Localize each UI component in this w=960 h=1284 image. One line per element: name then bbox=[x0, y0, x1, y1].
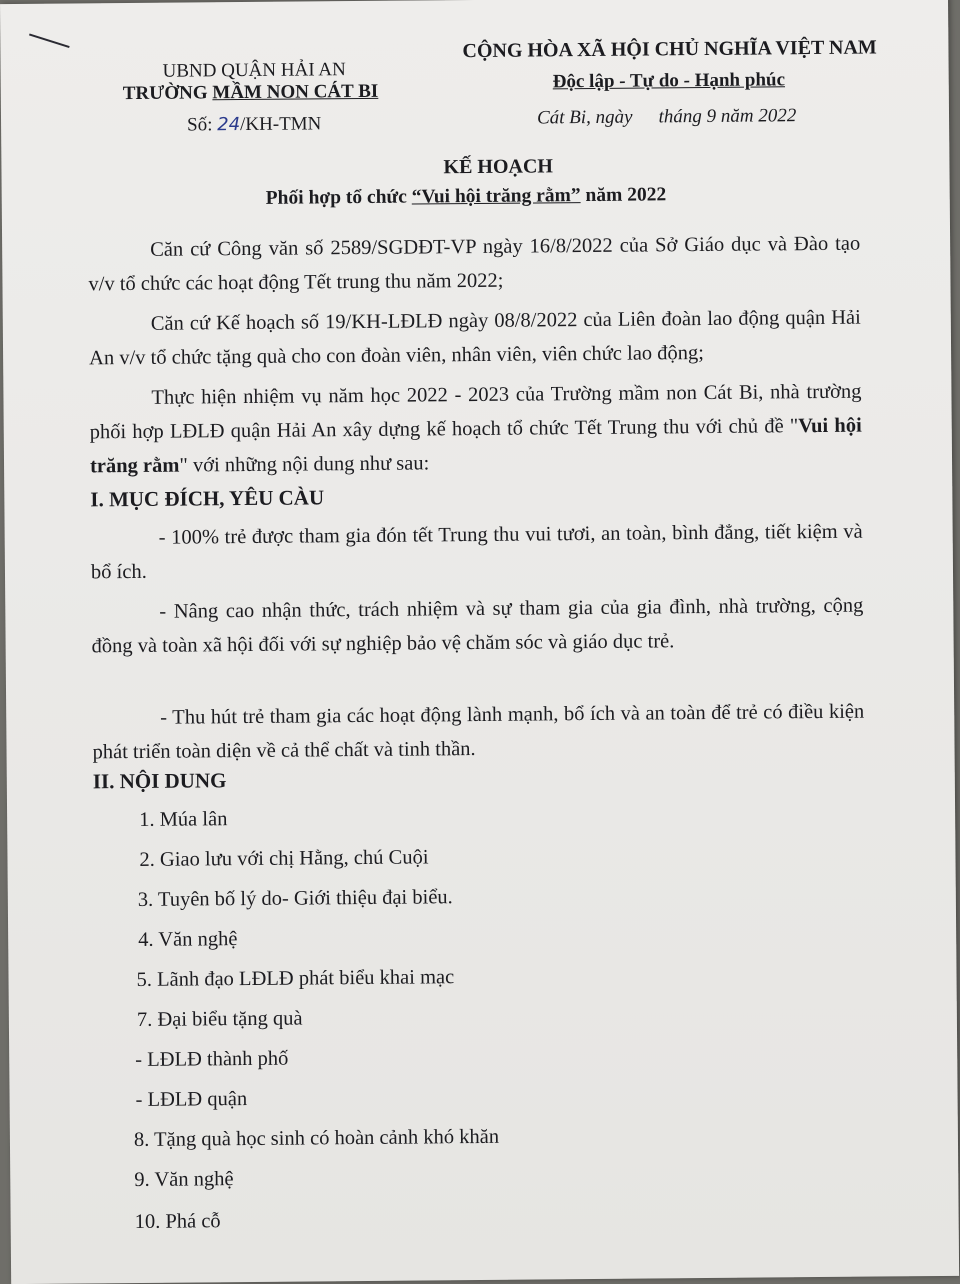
place-date: Cát Bi, ngày tháng 9 năm 2022 bbox=[536, 105, 797, 129]
purpose-item-1: - 100% trẻ được tham gia đón tết Trung thu vui tươi, an toàn, bình đẳng, tiết kiệm và bổ ích. bbox=[90, 520, 863, 584]
purpose-item-2: - Nâng cao nhận thức, trách nhiệm và sự tham gia của gia đình, nhà trường, cộng đồng và toàn xã hội đối với sự nghiệp bảo vệ chăm sóc và giáo dục trẻ. bbox=[91, 594, 864, 658]
program-item: 5. Lãnh đạo LĐLĐ phát biểu khai mạc bbox=[136, 966, 455, 991]
section-heading-purpose: I. MỤC ĐÍCH, YÊU CÀU bbox=[90, 485, 325, 512]
program-item: 7. Đại biểu tặng quà bbox=[136, 1007, 303, 1031]
agency-name: UBND QUẬN HẢI AN bbox=[162, 59, 346, 82]
pen-mark bbox=[29, 33, 70, 48]
program-item: 9. Văn nghệ bbox=[134, 1168, 234, 1192]
program-item: 2. Giao lưu với chị Hằng, chú Cuội bbox=[139, 846, 429, 871]
program-item: 1. Múa lân bbox=[139, 808, 228, 831]
program-item: 8. Tặng quà học sinh có hoàn cảnh khó khăn bbox=[133, 1125, 500, 1152]
document-title: KẾ HOẠCH bbox=[443, 155, 554, 179]
purpose-item-3: - Thu hút trẻ tham gia các hoạt động lành mạnh, bổ ích và an toàn để trẻ có điều kiện phát triển toàn diện về cả thể chất và tinh thần. bbox=[92, 700, 865, 764]
implementation-paragraph: Thực hiện nhiệm vụ năm học 2022 - 2023 của Trường mầm non Cát Bi, nhà trường phối hợp LĐLĐ quận Hải An xây dựng kế hoạch tổ chức Tết Trung thu với chủ đề "Vui hội trăng rằm" với những nội dung như sau: bbox=[89, 380, 862, 478]
program-subitem: - LĐLĐ thành phố bbox=[135, 1047, 289, 1071]
national-motto: Độc lập - Tự do - Hạnh phúc bbox=[552, 69, 786, 93]
basis-paragraph-1: Căn cứ Công văn số 2589/SGDĐT-VP ngày 16/8/2022 của Sở Giáo dục và Đào tạo v/v tổ chức các hoạt động Tết trung thu năm 2022; bbox=[88, 232, 861, 296]
program-item: 3. Tuyên bố lý do- Giới thiệu đại biểu. bbox=[137, 886, 453, 911]
document-number: Số: 24/KH-TMN bbox=[186, 113, 322, 136]
basis-paragraph-2: Căn cứ Kế hoạch số 19/KH-LĐLĐ ngày 08/8/2022 của Liên đoàn lao động quận Hải An v/v tổ chức tặng quà cho con đoàn viên, nhân viên, viên chức lao động; bbox=[89, 306, 861, 370]
national-title: CỘNG HÒA XÃ HỘI CHỦ NGHĨA VIỆT NAM bbox=[462, 36, 877, 63]
program-subitem: - LĐLĐ quận bbox=[135, 1088, 248, 1111]
school-name: TRƯỜNG MẦM NON CÁT BI bbox=[122, 80, 379, 105]
document-subtitle: Phối hợp tổ chức “Vui hội trăng rằm” năm 2022 bbox=[265, 184, 667, 209]
section-heading-content: II. NỘI DUNG bbox=[92, 768, 227, 794]
program-item: 10. Phá cỗ bbox=[134, 1210, 221, 1234]
program-item: 4. Văn nghệ bbox=[138, 928, 238, 951]
